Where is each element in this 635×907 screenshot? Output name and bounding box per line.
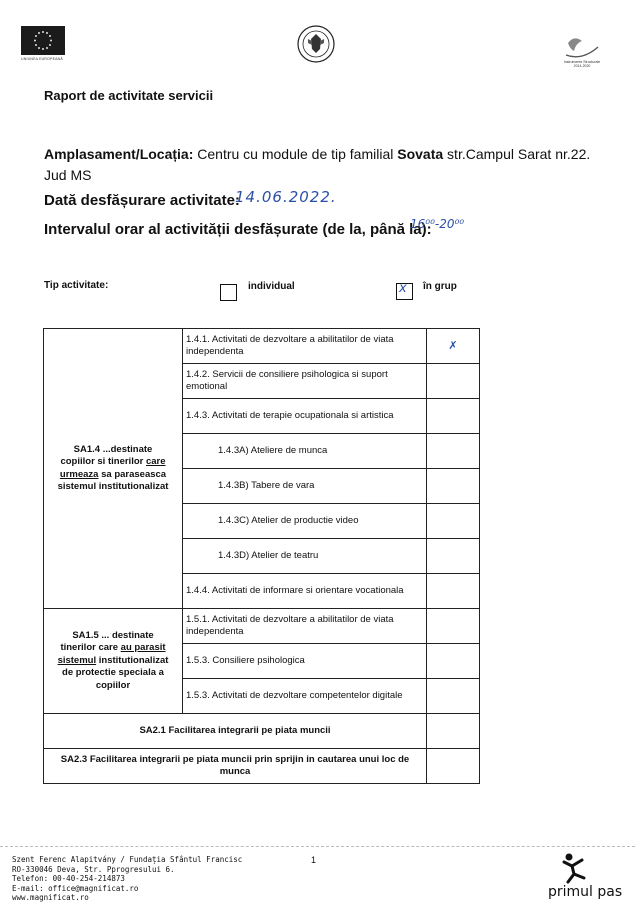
activity-label: 1.4.3D) Atelier de teatru [183, 539, 427, 574]
sa23-label: SA2.3 Facilitarea integrarii pe piata muncii prin sprijin in cautarea unui loc de munca [44, 749, 427, 784]
table-row [44, 329, 480, 364]
activity-label: 1.4.3C) Atelier de productie video [183, 504, 427, 539]
location-line [44, 144, 604, 186]
activity-label: 1.4.3B) Tabere de vara [183, 469, 427, 504]
sa15-cell: SA1.5 ... destinate tinerilor care au parasit sistemul institutionalizat de protectie speciala a copiilor [44, 609, 183, 714]
activity-mark-cell[interactable] [427, 329, 480, 364]
activity-label: 1.5.1. Activitati de dezvoltare a abilitatilor de viata independenta [183, 609, 427, 644]
eu-caption: UNIUNEA EUROPEANĂ [21, 57, 63, 61]
activity-type-label: Tip activitate: [44, 280, 109, 291]
location-text-before: Centru cu module de tip familial [193, 146, 398, 162]
footer-divider [0, 846, 635, 847]
activity-mark-cell[interactable] [427, 644, 480, 679]
activity-label: 1.4.1. Activitati de dezvoltare a abilitatilor de viata independenta [183, 329, 427, 364]
activity-mark-cell[interactable] [427, 469, 480, 504]
activity-mark-cell[interactable] [427, 504, 480, 539]
individual-checkbox[interactable] [220, 284, 237, 301]
activity-mark-cell[interactable] [427, 609, 480, 644]
footer-address: Szent Ferenc Alapitvány / Fundația Sfântul Francisc RO-330046 Deva, Str. Pprogresului 6. Telefon: 00-40-254-214873 E-mail: office@magnificat.ro www.magnificat.ro [12, 855, 243, 902]
activity-mark: ✗ [448, 338, 458, 352]
government-seal-icon [297, 25, 335, 63]
structural-instruments-caption: Instrumente Structurale 2014-2020 [563, 60, 601, 68]
date-label: Dată desfășurare activitate: [44, 192, 240, 209]
activity-mark-cell[interactable] [427, 399, 480, 434]
activity-mark-cell[interactable] [427, 539, 480, 574]
eu-flag-logo [21, 26, 65, 55]
activity-label: 1.5.3. Consiliere psihologica [183, 644, 427, 679]
interval-value[interactable]: 16⁰⁰-20⁰⁰ [410, 217, 465, 231]
sa14-cell: SA1.4 ...destinate copiilor si tinerilor care urmeaza sa paraseasca sistemul institutionalizat [44, 329, 183, 609]
activity-label: 1.4.2. Servicii de consiliere psihologica si suport emotional [183, 364, 427, 399]
group-label: în grup [423, 281, 457, 292]
group-checkbox-mark: x [399, 281, 407, 296]
footer-website-link[interactable]: www.magnificat.ro [12, 893, 89, 902]
individual-label: individual [248, 281, 295, 292]
activity-label: 1.4.3A) Ateliere de munca [183, 434, 427, 469]
table-row [44, 609, 480, 644]
primul-pas-figure-icon [560, 852, 590, 884]
activity-label: 1.4.4. Activitati de informare si orientare vocationala [183, 574, 427, 609]
sa21-label: SA2.1 Facilitarea integrarii pe piata muncii [44, 714, 427, 749]
date-value[interactable]: 14.06.2022. [235, 188, 337, 206]
activity-mark-cell[interactable] [427, 679, 480, 714]
activity-mark-cell[interactable] [427, 434, 480, 469]
activity-mark-cell[interactable] [427, 574, 480, 609]
table-row [44, 714, 480, 749]
table-row [44, 749, 480, 784]
activity-label: 1.4.3. Activitati de terapie ocupationala si artistica [183, 399, 427, 434]
activity-mark-cell[interactable] [427, 364, 480, 399]
interval-label: Intervalul orar al activității desfășurate (de la, până la): [44, 221, 432, 238]
location-label: Amplasament/Locația: [44, 146, 194, 162]
location-text-after: str.Campul Sarat nr.22. Jud MS [44, 146, 591, 183]
page-number: 1 [311, 855, 317, 865]
report-title: Raport de activitate servicii [44, 88, 214, 103]
primul-pas-logo-text: primul pas [548, 884, 623, 900]
activities-table [43, 328, 480, 784]
structural-instruments-logo [560, 33, 602, 63]
activity-label: 1.5.3. Activitati de dezvoltare competentelor digitale [183, 679, 427, 714]
location-place: Sovata [397, 146, 444, 162]
sa23-mark-cell[interactable] [427, 749, 480, 784]
sa21-mark-cell[interactable] [427, 714, 480, 749]
